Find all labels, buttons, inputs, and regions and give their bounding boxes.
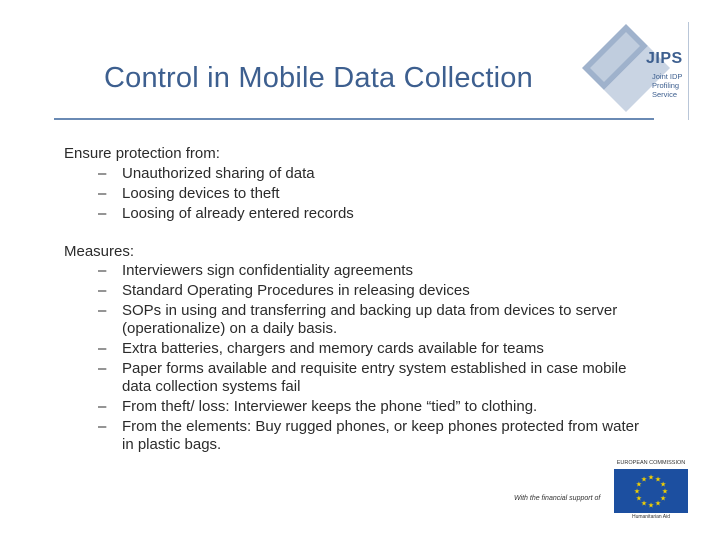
dash-bullet: – [98,418,107,435]
slide-title: Control in Mobile Data Collection [104,62,533,94]
eu-stars-icon [614,469,688,513]
list-item [64,418,654,454]
logo-name: JIPS [646,50,683,67]
dash-bullet: – [98,360,107,377]
eu-star-icon: ★ [654,476,662,484]
eu-star-icon: ★ [647,502,655,510]
list-item-text: From theft/ loss: Interviewer keeps the phone “tied” to clothing. [122,398,538,415]
eu-star-icon: ★ [635,495,643,503]
dash-bullet: – [98,262,107,279]
dash-bullet: – [98,185,107,202]
list-item-text: Loosing of already entered records [122,205,354,222]
list-item [64,204,654,224]
list-item [64,184,654,204]
dash-bullet: – [98,302,107,319]
eu-star-icon: ★ [654,500,662,508]
protection-list [64,164,654,224]
eu-star-icon: ★ [659,495,667,503]
eu-star-icon: ★ [647,474,655,482]
list-item [64,164,654,184]
list-item-text: Loosing devices to theft [122,185,280,202]
eu-header-text: EUROPEAN COMMISSION [616,460,686,466]
measures-list [64,262,654,454]
dash-bullet: – [98,340,107,357]
eu-star-icon: ★ [659,481,667,489]
slide-body [64,144,654,456]
logo-divider [688,22,689,120]
list-item-text: SOPs in using and transferring and backing up data from devices to server (operationalize) on a daily basis. [122,302,618,337]
eu-star-icon: ★ [640,476,648,484]
list-item-text: Interviewers sign confidentiality agreements [122,262,413,279]
dash-bullet: – [98,205,107,222]
section-spacer [64,224,654,242]
list-item [64,262,654,280]
eu-star-icon: ★ [635,481,643,489]
list-item [64,340,654,358]
eu-flag [614,469,688,513]
section-heading-protection: Ensure protection from: [64,145,220,162]
section-heading-measures: Measures: [64,243,135,260]
title-underline [54,118,654,120]
list-item-text: Paper forms available and requisite entry system established in case mobile data collection systems fail [122,360,627,395]
eu-support-badge [510,460,690,520]
eu-star-icon: ★ [633,488,641,496]
list-item [64,302,654,338]
support-caption: With the financial support of [514,495,601,502]
list-item-text: Standard Operating Procedures in releasing devices [122,282,470,299]
dash-bullet: – [98,165,107,182]
list-item-text: From the elements: Buy rugged phones, or keep phones protected from water in plastic bags. [122,418,639,453]
jips-logo [582,22,692,122]
eu-star-icon: ★ [661,488,669,496]
eu-star-icon: ★ [640,500,648,508]
list-item [64,398,654,416]
eu-footer-text: Humanitarian Aid [631,514,671,520]
list-item [64,282,654,300]
list-item [64,360,654,396]
list-item-text: Unauthorized sharing of data [122,165,315,182]
dash-bullet: – [98,282,107,299]
logo-subtitle: Joint IDP Profiling Service [652,72,683,99]
list-item-text: Extra batteries, chargers and memory cards available for teams [122,340,544,357]
dash-bullet: – [98,398,107,415]
